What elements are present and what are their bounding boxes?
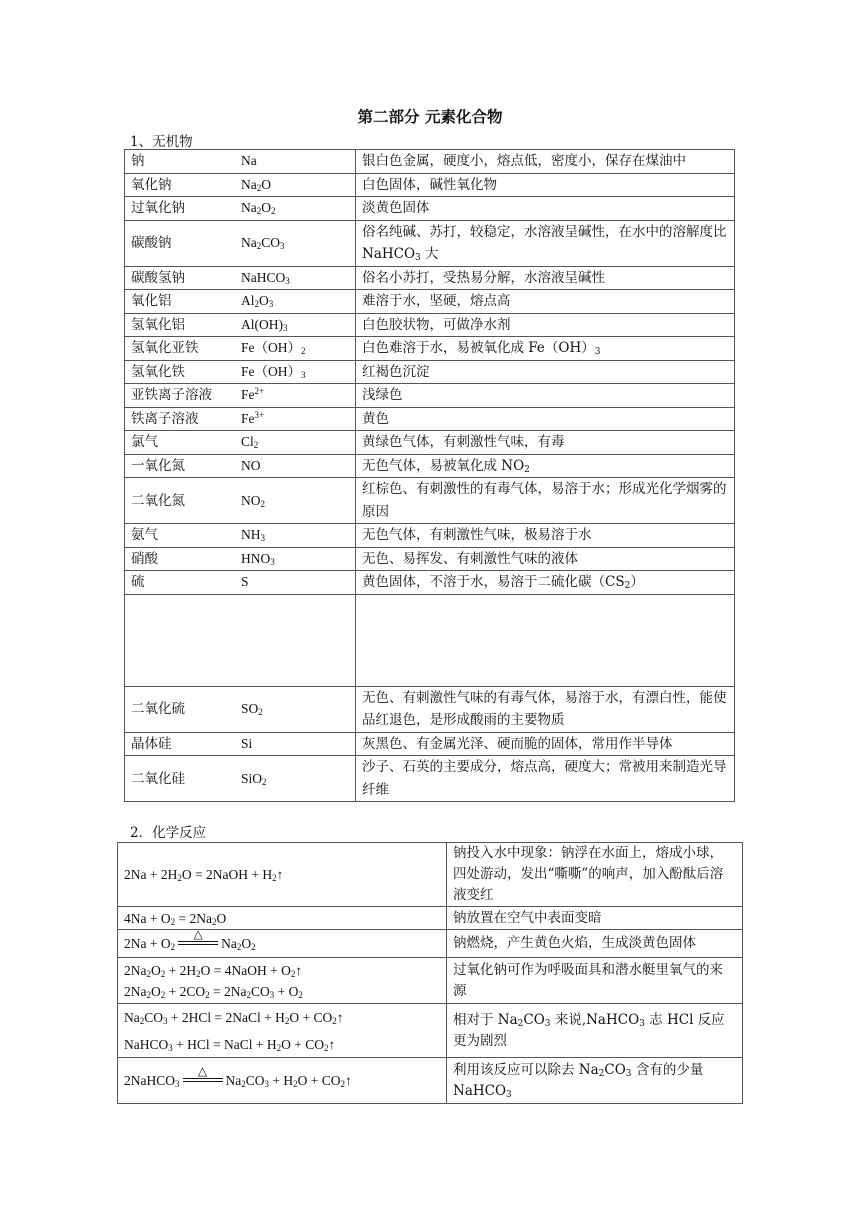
reaction-note: 钠投入水中现象：钠浮在水面上，熔成小球，四处游动，发出“嘶嘶”的响声，加入酚酞后溶液变红 — [447, 843, 743, 907]
compound-row — [125, 407, 735, 431]
compound-name: 硫 — [125, 571, 236, 595]
compound-formula: NO — [235, 454, 356, 478]
compound-row — [125, 337, 735, 361]
compound-description: 无色、有刺激性气味的有毒气体，易溶于水，有漂白性，能使品红退色，是形成酸雨的主要物质 — [356, 686, 735, 732]
compound-row — [125, 594, 735, 686]
compound-formula: SiO$_2$ — [235, 756, 356, 802]
compound-formula — [235, 594, 356, 686]
reaction-note: 过氧化钠可作为呼吸面具和潜水艇里氧气的来源 — [447, 958, 743, 1004]
reaction-row — [118, 1004, 743, 1058]
reaction-equation: $Na_2CO_3 + 2HCl$ = 2NaCl + $H_2O$ + $CO_2↑$ NaHCO$_3$ + HCl = NaCl + $H_2O$ + $CO_2↑$ — [118, 1004, 447, 1058]
reaction-equation: 2NaHCO$_3$ △ $Na_2CO_3 + H_2O$ + $CO_2↑$ — [118, 1058, 447, 1104]
compound-description — [356, 594, 735, 686]
compound-formula: $NO_2$ — [235, 478, 356, 524]
compound-description: 难溶于水，坚硬，熔点高 — [356, 290, 735, 314]
reaction-row — [118, 907, 743, 930]
compound-description: 俗名小苏打，受热易分解，水溶液呈碱性 — [356, 266, 735, 290]
compound-description: 灰黑色、有金属光泽、硬而脆的固体，常用作半导体 — [356, 732, 735, 756]
compound-name: 亚铁离子溶液 — [125, 384, 236, 408]
compound-formula: $Fe^{2+}$ — [235, 384, 356, 408]
heat-condition-sign: △ — [178, 936, 218, 950]
compound-name: 氢氧化亚铁 — [125, 337, 236, 361]
compound-row — [125, 756, 735, 802]
compound-row — [125, 173, 735, 197]
compound-name: 铁离子溶液 — [125, 407, 236, 431]
compound-name: 氧化铝 — [125, 290, 236, 314]
compound-row — [125, 686, 735, 732]
compound-row — [125, 360, 735, 384]
compound-description: 银白色金属，硬度小，熔点低，密度小，保存在煤油中 — [356, 150, 735, 174]
compound-name — [125, 594, 236, 686]
compound-row — [125, 384, 735, 408]
compound-formula: $Fe(OH)_3$ — [235, 360, 356, 384]
compound-description: 黄色固体，不溶于水，易溶于二硫化碳$(CS_2)$ — [356, 571, 735, 595]
compound-description: 白色胶状物，可做净水剂 — [356, 313, 735, 337]
compound-row — [125, 266, 735, 290]
compound-name: 过氧化钠 — [125, 197, 236, 221]
page-title: 第二部分 元素化合物 — [357, 107, 503, 126]
reaction-row — [118, 930, 743, 958]
compound-description: 白色固体，碱性氧化物 — [356, 173, 735, 197]
compound-row — [125, 313, 735, 337]
reaction-note: 钠放置在空气中表面变暗 — [447, 907, 743, 930]
compound-formula: $Cl_2$ — [235, 431, 356, 455]
compound-formula: $Al_2O_3$ — [235, 290, 356, 314]
compound-row — [125, 571, 735, 595]
compound-row — [125, 732, 735, 756]
heat-condition-sign: △ — [183, 1073, 223, 1087]
compound-description: 红褐色沉淀 — [356, 360, 735, 384]
compound-description: 红棕色、有刺激性的有毒气体，易溶于水；形成光化学烟雾的原因 — [356, 478, 735, 524]
compound-formula: $HNO_3$ — [235, 547, 356, 571]
reaction-row — [118, 958, 743, 1004]
compound-row — [125, 547, 735, 571]
compound-name: 钠 — [125, 150, 236, 174]
compound-formula: $Fe(OH)_2$ — [235, 337, 356, 361]
compound-row — [125, 220, 735, 266]
compound-name: 二氧化硅 — [125, 756, 236, 802]
compound-row — [125, 150, 735, 174]
compound-row — [125, 524, 735, 548]
section-heading-inorganic: 1、无机物 — [130, 134, 193, 150]
compound-row — [125, 431, 735, 455]
compound-name: 氢氧化铝 — [125, 313, 236, 337]
compound-description: 黄绿色气体，有刺激性气味，有毒 — [356, 431, 735, 455]
compound-formula: $NH_3$ — [235, 524, 356, 548]
reaction-equation: $4Na + O_2 = 2Na_2O$ — [118, 907, 447, 930]
section-heading-reactions: 2．化学反应 — [130, 825, 207, 841]
compound-formula: Si — [235, 732, 356, 756]
reaction-note: 利用该反应可以除去 $Na_2CO_3$ 含有的少量 NaHCO$_3$ — [447, 1058, 743, 1104]
reactions-table — [117, 842, 743, 1104]
compound-description: 浅绿色 — [356, 384, 735, 408]
compound-name: 氢氧化铁 — [125, 360, 236, 384]
compound-formula: $Na_2CO_3$ — [235, 220, 356, 266]
compound-formula: $Na_2O_2$ — [235, 197, 356, 221]
compound-name: 碳酸氢钠 — [125, 266, 236, 290]
reaction-equation: $2Na + 2H_2O$ = 2NaOH + $H_2↑$ — [118, 843, 447, 907]
compound-name: 硝酸 — [125, 547, 236, 571]
compound-description: 无色气体，有刺激性气味，极易溶于水 — [356, 524, 735, 548]
reaction-note: 钠燃烧，产生黄色火焰，生成淡黄色固体 — [447, 930, 743, 958]
compound-row — [125, 454, 735, 478]
compound-formula: $Al(OH)_3$ — [235, 313, 356, 337]
reaction-note: 相对于 $Na_2CO_3$ 来说,NaHCO$_3$ 志 HCl 反应更为剧烈 — [447, 1004, 743, 1058]
compound-row — [125, 478, 735, 524]
compound-description: 沙子、石英的主要成分，熔点高，硬度大；常被用来制造光导纤维 — [356, 756, 735, 802]
compound-description: 黄色 — [356, 407, 735, 431]
compound-description: 无色、易挥发、有刺激性气味的液体 — [356, 547, 735, 571]
compound-formula: S — [235, 571, 356, 595]
compound-description: 白色难溶于水，易被氧化成 $Fe(OH)_3$ — [356, 337, 735, 361]
compound-row — [125, 290, 735, 314]
compound-name: 二氧化氮 — [125, 478, 236, 524]
reaction-row — [118, 1058, 743, 1104]
compound-formula: $SO_2$ — [235, 686, 356, 732]
compound-description: 无色气体，易被氧化成 $NO_2$ — [356, 454, 735, 478]
compound-formula: NaHCO$_3$ — [235, 266, 356, 290]
compound-name: 氯气 — [125, 431, 236, 455]
compound-formula: $Fe^{3+}$ — [235, 407, 356, 431]
compound-row — [125, 197, 735, 221]
compound-name: 二氧化硫 — [125, 686, 236, 732]
compound-description: 淡黄色固体 — [356, 197, 735, 221]
reaction-equation: $2Na_2O_2 + 2H_2O$ = 4NaOH + $O_2↑$ $2Na_2O_2 + 2CO_2 = 2Na_2CO_3 + O_2$ — [118, 958, 447, 1004]
compounds-table — [124, 149, 735, 802]
compound-name: 晶体硅 — [125, 732, 236, 756]
compound-name: 碳酸钠 — [125, 220, 236, 266]
compound-formula: Na — [235, 150, 356, 174]
compound-formula: $Na_2O$ — [235, 173, 356, 197]
compound-name: 氧化钠 — [125, 173, 236, 197]
reaction-equation: $2Na + O_2$ △ $Na_2O_2$ — [118, 930, 447, 958]
compound-name: 氨气 — [125, 524, 236, 548]
compound-name: 一氧化氮 — [125, 454, 236, 478]
compound-description: 俗名纯碱、苏打，较稳定，水溶液呈碱性，在水中的溶解度比 NaHCO$_3$ 大 — [356, 220, 735, 266]
reaction-row — [118, 843, 743, 907]
